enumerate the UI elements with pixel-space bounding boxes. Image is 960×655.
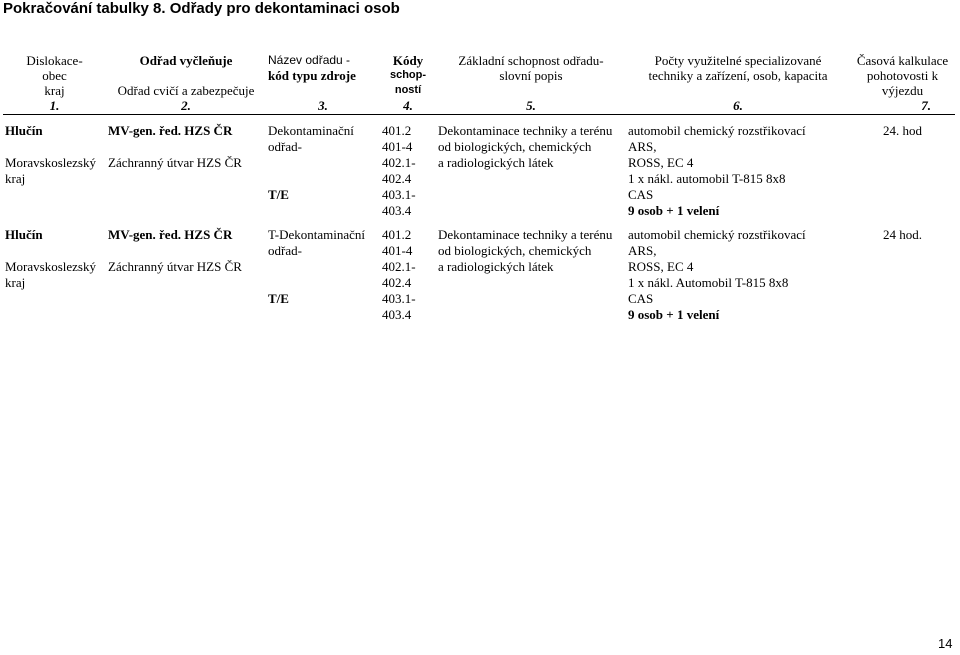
time-cell: 24 hod.: [883, 227, 922, 242]
header-unit: Odřad vyčleňuje Odřad cvičí a zabezpečuje: [117, 53, 255, 98]
description-cell: Dekontaminace techniky a terénu od biologických, chemických a radiologických látek: [438, 227, 613, 274]
column-number: 3.: [318, 98, 328, 113]
column-number: 5.: [526, 98, 536, 113]
unit-name-cell: Dekontaminační odřad- T/E: [268, 123, 354, 202]
equipment-cell: automobil chemický rozstřikovací ARS, ROSS, EC 4 1 x nákl. automobil T-815 8x8 CAS 9 osob + 1 velení: [628, 123, 806, 218]
header-unit-name: Název odřadu - kód typu zdroje: [268, 53, 356, 83]
organization-cell: MV-gen. řed. HZS ČR Záchranný útvar HZS ČR: [108, 123, 242, 170]
column-number: 7.: [921, 98, 931, 113]
location-cell: Hlučín Moravskoslezský kraj: [5, 123, 96, 186]
column-number: 1.: [49, 98, 60, 113]
unit-name-cell: T-Dekontaminační odřad- T/E: [268, 227, 365, 306]
codes-cell: 401.2 401-4 402.1- 402.4 403.1- 403.4: [382, 227, 416, 322]
description-cell: Dekontaminace techniky a terénu od biologických, chemických a radiologických látek: [438, 123, 613, 170]
decontamination-table: [3, 53, 955, 323]
time-cell: 24. hod: [883, 123, 922, 138]
table-header-row: [3, 53, 955, 98]
header-capability: Základní schopnost odřadu- slovní popis: [458, 53, 604, 83]
equipment-cell: automobil chemický rozstřikovací ARS, ROSS, EC 4 1 x nákl. Automobil T-815 8x8 CAS 9 osob + 1 velení: [628, 227, 806, 322]
column-number: 2.: [181, 98, 191, 113]
organization-cell: MV-gen. řed. HZS ČR Záchranný útvar HZS ČR: [108, 227, 242, 274]
header-dislocation: Dislokace- obec kraj: [26, 53, 83, 98]
table-row: [3, 123, 955, 219]
header-codes: Kódy schop- ností: [389, 53, 427, 96]
column-number: 4.: [403, 98, 413, 113]
page-number: 14: [938, 636, 953, 651]
column-number-row: [3, 98, 955, 115]
column-number: 6.: [733, 98, 743, 113]
header-time: Časová kalkulace pohotovosti k výjezdu: [856, 53, 949, 98]
codes-cell: 401.2 401-4 402.1- 402.4 403.1- 403.4: [382, 123, 416, 218]
table-row: [3, 227, 955, 323]
header-equipment: Počty využitelné specializované techniky a zařízení, osob, kapacita: [648, 53, 828, 83]
page-title: Pokračování tabulky 8. Odřady pro dekontaminaci osob: [3, 0, 400, 17]
location-cell: Hlučín Moravskoslezský kraj: [5, 227, 96, 290]
